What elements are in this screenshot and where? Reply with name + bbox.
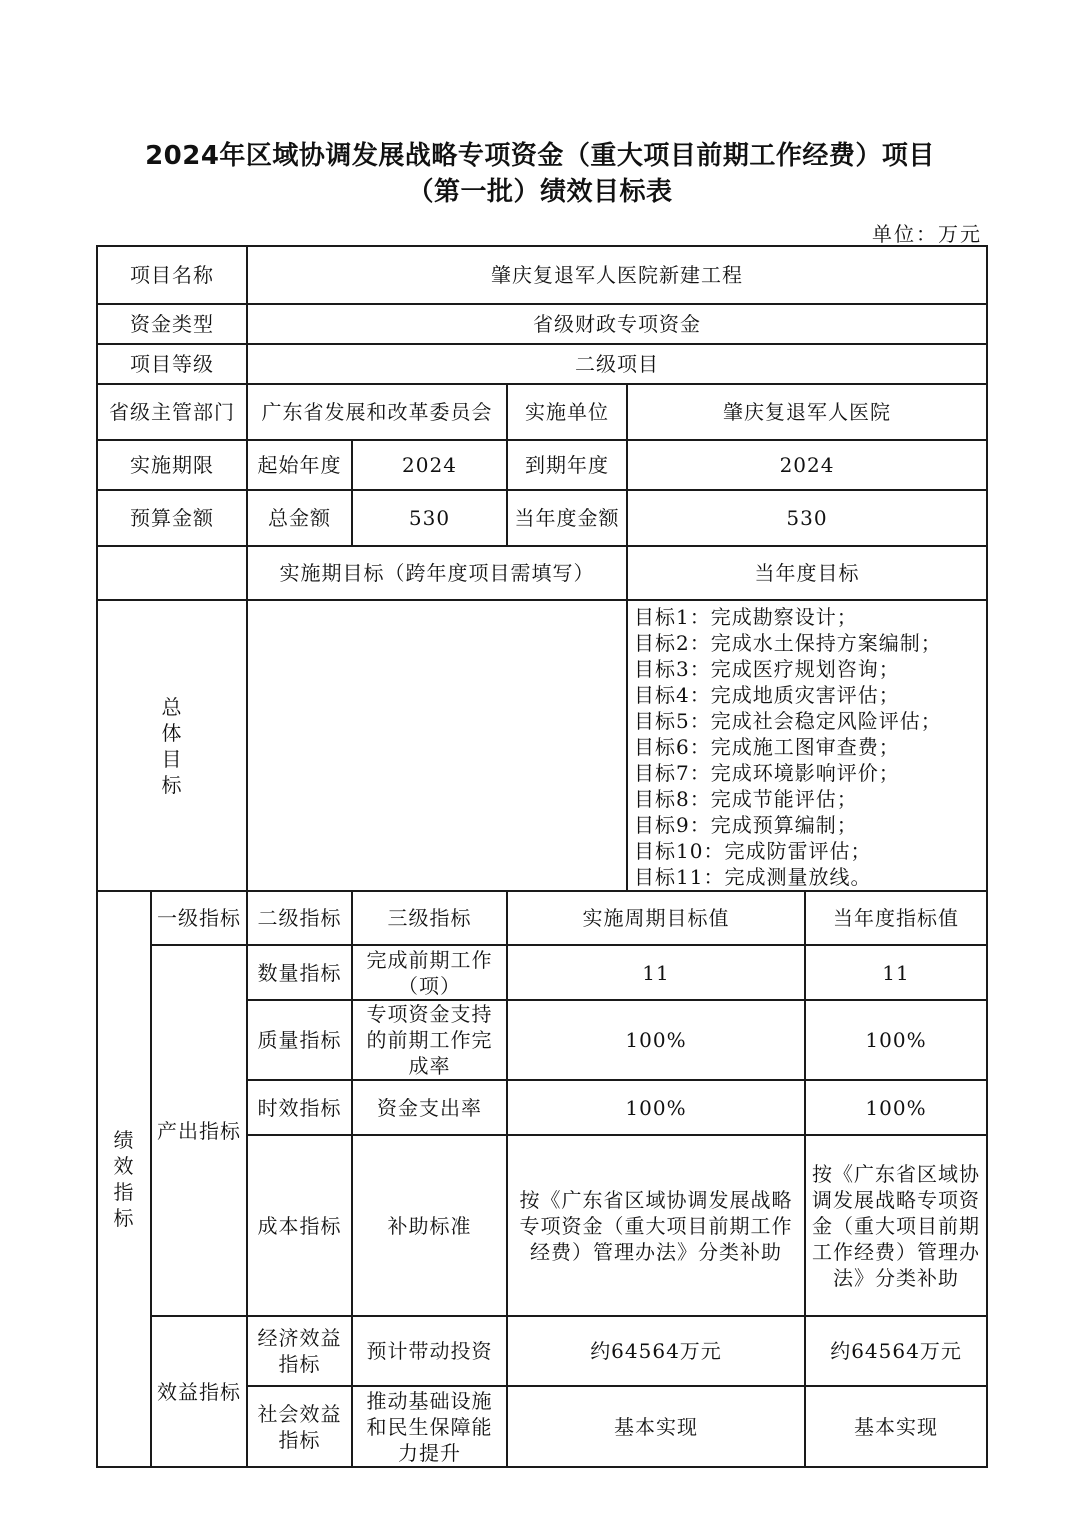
row-dept [97,384,987,440]
goal-item: 目标9：完成预算编制； [634,813,858,837]
period-value-cell: 100% [507,1000,805,1080]
level3-cell: 专项资金支持的前期工作完成率 [352,1000,507,1080]
benefit-indicator-label: 效益指标 [151,1316,247,1467]
unit-label: 单位：万元 [872,222,982,246]
annual-value-cell: 基本实现 [805,1386,987,1467]
annual-goal-header: 当年度目标 [627,546,987,600]
level1-header: 一级指标 [151,891,247,945]
page-title [0,138,1080,210]
annual-value-cell: 11 [805,945,987,1000]
end-year-value: 2024 [627,440,987,490]
row-period [97,440,987,490]
row-level [97,344,987,384]
period-goal-value [247,600,627,891]
overall-goal-label: 总体目标 [97,600,247,891]
goal-item: 目标8：完成节能评估； [634,787,858,811]
period-value-cell: 按《广东省区域协调发展战略专项资金（重大项目前期工作经费）管理办法》分类补助 [507,1135,805,1316]
goal-item: 目标3：完成医疗规划咨询； [634,657,900,681]
current-amount-label: 当年度金额 [507,490,627,546]
annual-value-cell: 100% [805,1000,987,1080]
goal-header-blank [97,546,247,600]
goal-item: 目标1：完成勘察设计； [634,605,858,629]
start-year-label: 起始年度 [247,440,352,490]
goal-item: 目标4：完成地质灾害评估； [634,683,900,707]
period-value-cell: 基本实现 [507,1386,805,1467]
end-year-label: 到期年度 [507,440,627,490]
goal-item: 目标5：完成社会稳定风险评估； [634,709,942,733]
level2-cell: 成本指标 [247,1135,352,1316]
annual-value-cell: 约64564万元 [805,1316,987,1386]
level-label: 项目等级 [97,344,247,384]
title-line-1: 2024年区域协调发展战略专项资金（重大项目前期工作经费）项目 [145,141,935,171]
level-value: 二级项目 [247,344,987,384]
level2-cell: 质量指标 [247,1000,352,1080]
start-year-value: 2024 [352,440,507,490]
row-indicator-headers [97,891,987,945]
annual-value-cell: 按《广东省区域协调发展战略专项资金（重大项目前期工作经费）管理办法》分类补助 [805,1135,987,1316]
output-indicator-label: 产出指标 [151,945,247,1316]
period-label: 实施期限 [97,440,247,490]
table-row [97,1316,987,1386]
impl-unit-value: 肇庆复退军人医院 [627,384,987,440]
goal-item: 目标2：完成水土保持方案编制； [634,631,942,655]
dept-value: 广东省发展和改革委员会 [247,384,507,440]
goal-item: 目标11：完成测量放线。 [634,865,872,889]
goal-item: 目标7：完成环境影响评价； [634,761,900,785]
performance-table [96,245,988,1468]
goal-item: 目标10：完成防雷评估； [634,839,872,863]
level2-cell: 经济效益指标 [247,1316,352,1386]
perf-label: 绩效指标 [97,891,151,1467]
level2-header: 二级指标 [247,891,352,945]
period-value-cell: 约64564万元 [507,1316,805,1386]
level2-cell: 时效指标 [247,1080,352,1135]
fund-type-value: 省级财政专项资金 [247,304,987,344]
row-fund-type [97,304,987,344]
goal-item: 目标6：完成施工图审查费； [634,735,900,759]
total-amount-label: 总金额 [247,490,352,546]
current-amount-value: 530 [627,490,987,546]
period-value-cell: 100% [507,1080,805,1135]
level3-cell: 完成前期工作（项） [352,945,507,1000]
fund-type-label: 资金类型 [97,304,247,344]
level3-cell: 资金支出率 [352,1080,507,1135]
dept-label: 省级主管部门 [97,384,247,440]
period-goal-header: 实施期目标（跨年度项目需填写） [247,546,627,600]
period-value-cell: 11 [507,945,805,1000]
total-amount-value: 530 [352,490,507,546]
level2-cell: 社会效益指标 [247,1386,352,1467]
row-goal-headers [97,546,987,600]
budget-label: 预算金额 [97,490,247,546]
period-value-header: 实施周期目标值 [507,891,805,945]
annual-value-cell: 100% [805,1080,987,1135]
level3-cell: 补助标准 [352,1135,507,1316]
title-line-2: （第一批）绩效目标表 [407,177,673,207]
annual-value-header: 当年度指标值 [805,891,987,945]
project-name-value: 肇庆复退军人医院新建工程 [247,246,987,304]
level2-cell: 数量指标 [247,945,352,1000]
project-name-label: 项目名称 [97,246,247,304]
row-overall-goal [97,600,987,891]
level3-header: 三级指标 [352,891,507,945]
impl-unit-label: 实施单位 [507,384,627,440]
level3-cell: 预计带动投资 [352,1316,507,1386]
table-row [97,945,987,1000]
annual-goal-list [627,600,987,891]
row-budget [97,490,987,546]
row-project-name [97,246,987,304]
level3-cell: 推动基础设施和民生保障能力提升 [352,1386,507,1467]
